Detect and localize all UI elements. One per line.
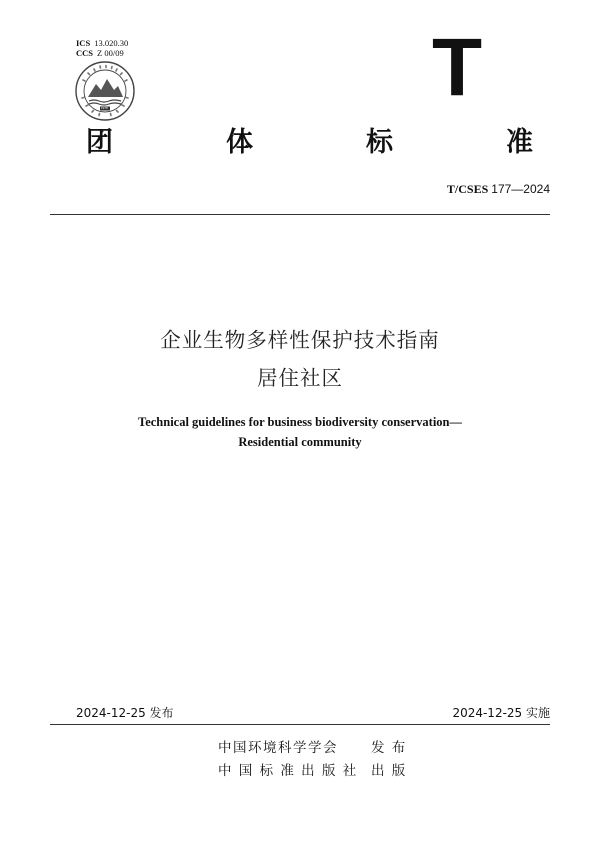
ccs-label: CCS: [76, 48, 94, 58]
publisher-org-2: 中 国 标 准 出 版 社: [218, 763, 358, 779]
standard-number-prefix: T/CSES: [446, 182, 489, 196]
standard-type-char-1: 团: [86, 127, 113, 158]
ics-label: ICS: [76, 38, 91, 48]
standard-type-char-3: 标: [366, 127, 393, 158]
standard-number-value: 177—2024: [491, 182, 550, 196]
ccs-value: Z 00/09: [97, 48, 124, 58]
standard-type-char-2: 体: [226, 127, 253, 158]
seal-year: 1978: [101, 106, 108, 110]
bottom-divider: [50, 724, 550, 725]
title-en-line-1: Technical guidelines for business biodiversity conservation—: [138, 415, 462, 429]
ccs-code: [76, 48, 124, 59]
title-cn-line-1: 企业生物多样性保护技术指南: [160, 328, 440, 352]
ics-value: 13.020.30: [94, 38, 129, 48]
standard-number: [447, 182, 550, 197]
implementation-date: 2024-12-25 实施: [452, 706, 550, 720]
standard-type-char-4: 准: [506, 127, 533, 158]
top-divider: [50, 214, 550, 215]
standard-category-letter: T: [432, 22, 483, 113]
publisher-role-2: 出 版: [371, 763, 407, 779]
release-date: 2024-12-25 发布: [76, 706, 174, 720]
society-seal-logo: [74, 60, 136, 122]
title-en-line-2: Residential community: [238, 435, 362, 449]
publisher-org-1: 中国环境科学学会: [218, 740, 338, 756]
publisher-role-1: 发 布: [371, 740, 407, 756]
title-cn-line-2: 居住社区: [257, 366, 343, 390]
